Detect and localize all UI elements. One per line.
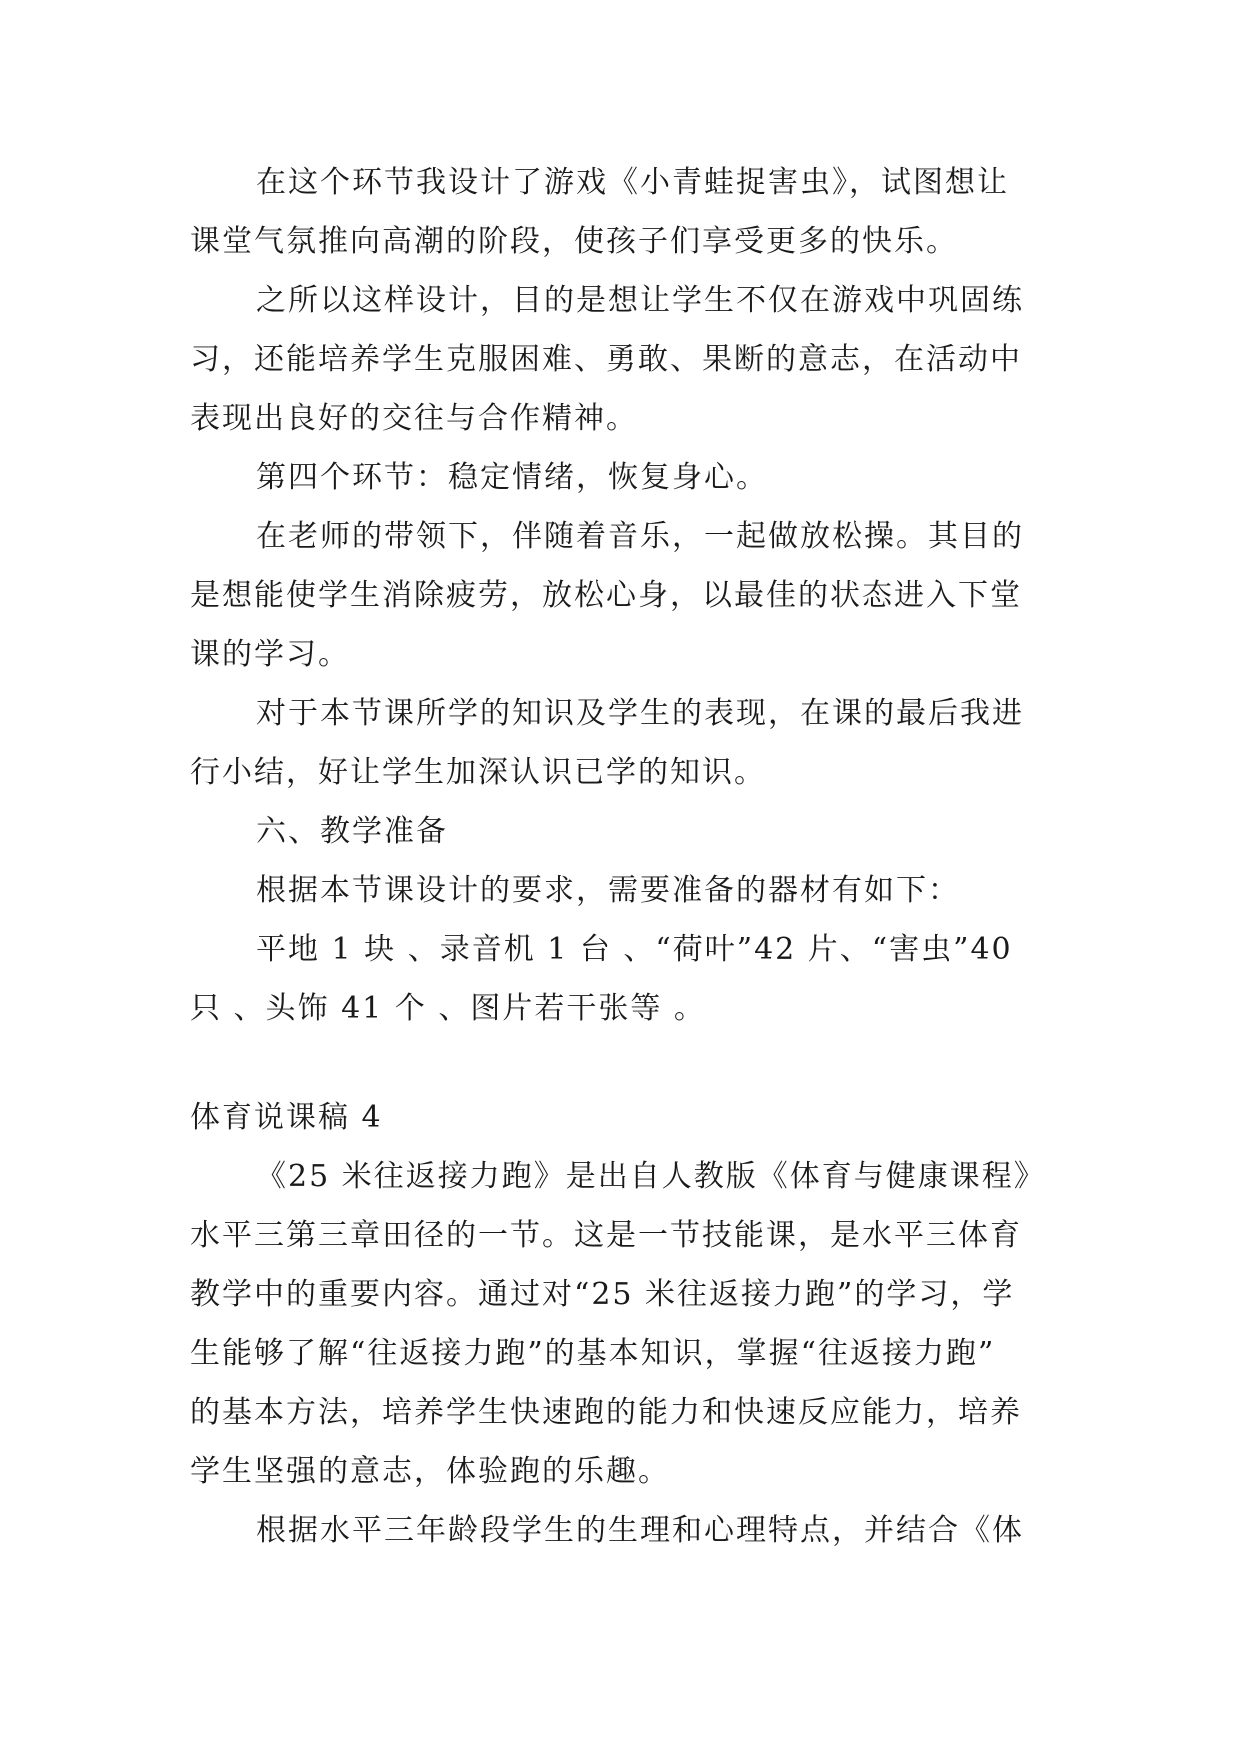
paragraph-line: 习，还能培养学生克服困难、勇敢、果断的意志，在活动中: [190, 342, 1022, 377]
paragraph-line: 之所以这样设计，目的是想让学生不仅在游戏中巩固练: [256, 283, 1024, 318]
paragraph-line: 学生坚强的意志，体验跑的乐趣。: [190, 1454, 670, 1489]
paragraph-line: 生能够了解“往返接力跑”的基本知识，掌握“往返接力跑”: [190, 1336, 996, 1371]
paragraph-line: 行小结，好让学生加深认识已学的知识。: [190, 755, 766, 790]
paragraph-line: 教学中的重要内容。通过对“25 米往返接力跑”的学习，学: [190, 1277, 1015, 1312]
paragraph-line: 课的学习。: [190, 637, 350, 672]
paragraph-line: 《25 米往返接力跑》是出自人教版《体育与健康课程》: [256, 1159, 1046, 1194]
paragraph-line: 课堂气氛推向高潮的阶段，使孩子们享受更多的快乐。: [190, 224, 958, 259]
paragraph-line: 水平三第三章田径的一节。这是一节技能课，是水平三体育: [190, 1218, 1022, 1253]
paragraph-line: 在这个环节我设计了游戏《小青蛙捉害虫》，试图想让: [256, 165, 1009, 200]
paragraph-line: 根据本节课设计的要求，需要准备的器材有如下：: [256, 873, 960, 908]
paragraph-line: 根据水平三年龄段学生的生理和心理特点，并结合《体: [256, 1513, 1024, 1548]
paragraph-line: 对于本节课所学的知识及学生的表现，在课的最后我进: [256, 696, 1024, 731]
paragraph-line: 的基本方法，培养学生快速跑的能力和快速反应能力，培养: [190, 1395, 1022, 1430]
paragraph-line: 是想能使学生消除疲劳，放松心身，以最佳的状态进入下堂: [190, 578, 1022, 613]
document-title: 体育说课稿 4: [190, 1100, 383, 1135]
paragraph-line: 平地 1 块 、录音机 1 台 、“荷叶”42 片、“害虫”40: [256, 932, 1013, 967]
paragraph-line: 第四个环节：稳定情绪，恢复身心。: [256, 460, 768, 495]
paragraph-line: 只 、头饰 41 个 、图片若干张等 。: [190, 991, 706, 1026]
paragraph-line: 在老师的带领下，伴随着音乐，一起做放松操。其目的: [256, 519, 1024, 554]
paragraph-line: 表现出良好的交往与合作精神。: [190, 401, 638, 436]
section-heading: 六、教学准备: [256, 814, 448, 849]
